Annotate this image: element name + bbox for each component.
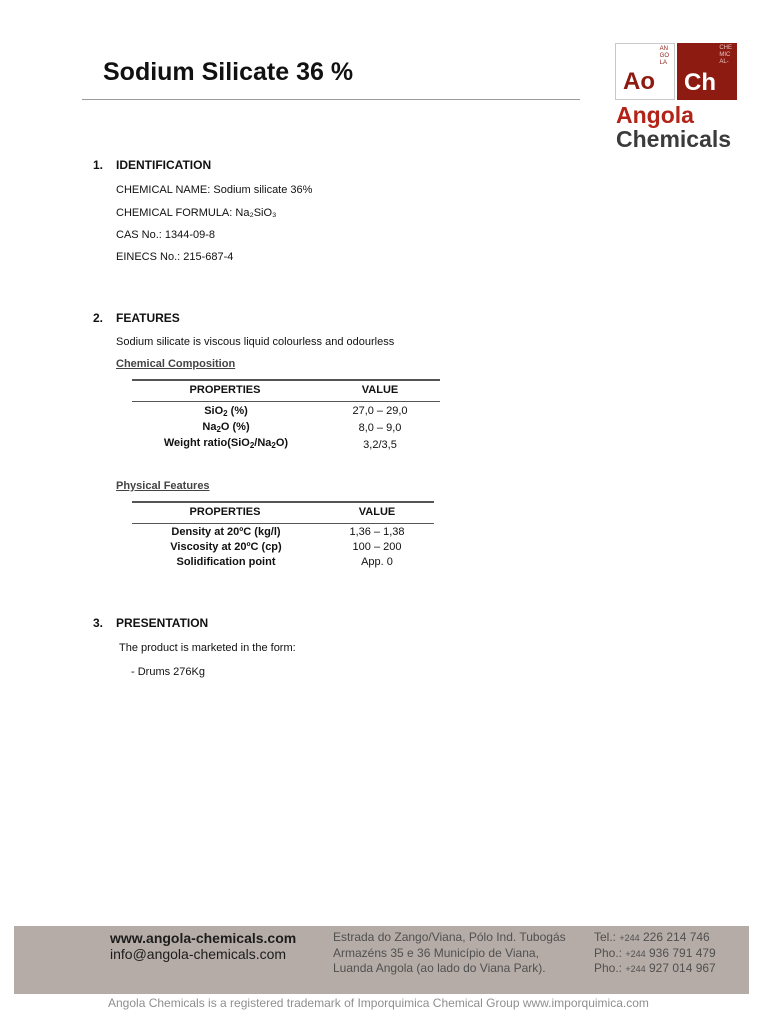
footer-address-line: Armazéns 35 e 36 Município de Viana, [333,946,539,960]
table-header-value: VALUE [358,506,396,518]
chemical-name-line: CHEMICAL NAME: Sodium silicate 36% [116,184,313,196]
table-cell-value: 3,2/3,5 [363,439,397,451]
section-number-identification: 1. [93,158,104,172]
logo-small-text-left: AN GO LA [659,46,669,66]
logo-small-text-right: CHE MIC AL- [719,45,732,65]
physical-features-table [132,501,434,573]
table-cell-value: 8,0 – 9,0 [358,422,402,434]
footer-phone-mobile: Pho.: +244 936 791 479 [594,946,716,960]
company-logo [615,43,737,153]
table-header-rule [132,523,434,524]
section-number-presentation: 3. [93,616,104,630]
footer-phone-tel: Tel.: +244 226 214 746 [594,930,710,944]
section-title-presentation: PRESENTATION [116,616,209,630]
section-title-features: FEATURES [116,311,180,325]
table-cell-property: Viscosity at 20ºC (cp) [170,541,282,553]
footer-trademark: Angola Chemicals is a registered trademark of Imporquimica Chemical Group www.imporquimica.com [108,996,649,1010]
section-number-features: 2. [93,311,104,325]
table-cell-property: Density at 20ºC (kg/l) [171,526,281,538]
table-cell-value: 27,0 – 29,0 [352,405,408,417]
table-header-properties: PROPERTIES [189,506,261,518]
physical-features-label: Physical Features [116,480,210,492]
footer-website: www.angola-chemicals.com [110,930,297,946]
title-divider [82,99,580,100]
page-title: Sodium Silicate 36 % [103,58,354,86]
logo-letters-ao: Ao [623,68,655,95]
chemical-composition-label: Chemical Composition [116,358,236,370]
section-title-identification: IDENTIFICATION [116,158,212,172]
footer-address-line: Estrada do Zango/Viana, Pólo Ind. Tubogás [333,930,566,944]
table-cell-value: 1,36 – 1,38 [349,526,405,538]
footer-band [14,926,749,994]
footer-email: info@angola-chemicals.com [110,946,287,962]
cas-number-line: CAS No.: 1344-09-8 [116,229,216,241]
table-cell-value: App. 0 [361,556,393,568]
footer-address-line: Luanda Angola (ao lado do Viana Park). [333,961,546,975]
einecs-number-line: EINECS No.: 215-687-4 [116,251,234,263]
logo-box-ch [677,43,737,100]
presentation-intro: The product is marketed in the form: [119,642,296,654]
presentation-item: - Drums 276Kg [131,666,205,678]
chemical-composition-table [132,379,440,459]
table-cell-property: SiO$_2$ (%) [204,405,248,418]
table-top-rule [132,379,440,381]
chemical-formula-line: CHEMICAL FORMULA: Na₂SiO₃ [116,207,277,219]
table-header-rule [132,401,440,402]
logo-box-ao [615,43,675,100]
logo-word-angola: Angola [616,102,694,128]
table-cell-property: $Na_2O$ (%) [202,421,250,434]
table-cell-property: Solidification point [176,556,276,568]
table-cell-value: 100 – 200 [352,541,402,553]
features-description: Sodium silicate is viscous liquid colourless and odourless [116,336,395,348]
table-header-properties: PROPERTIES [189,384,261,396]
table-cell-property: Weight $ratio(SiO_2/Na_2O)$ [163,437,289,450]
logo-letters-ch: Ch [684,69,716,96]
footer-phone-mobile: Pho.: +244 927 014 967 [594,961,716,975]
logo-word-chemicals: Chemicals [616,126,732,152]
table-header-value: VALUE [361,384,399,396]
table-top-rule [132,501,434,503]
